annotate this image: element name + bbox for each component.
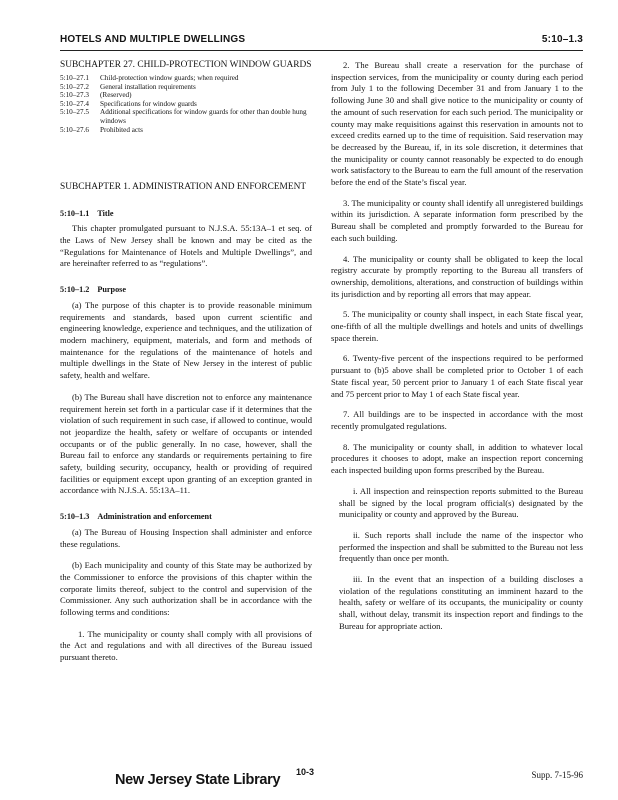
list-item: 4. The municipality or county shall be obligated to keep the local registry accurate by promptly reporting to the Bureau all transfers of ownership, demolitions, alterations, and construction of buildings within its jurisdiction and by reporting all errors that may appear. [331,253,583,299]
toc-text: (Reserved) [100,91,132,100]
section-1-3-a: (a) The Bureau of Housing Inspection shall administer and enforce these regulations. [60,526,312,549]
toc-number: 5:10–27.3 [60,91,89,100]
left-column [60,60,312,664]
list-item: 5. The municipality or county shall inspect, in each State fiscal year, one-fifth of all the multiple dwellings and hotels and units of dwellings space therein. [331,309,583,343]
toc-row [60,91,312,100]
toc-row [60,108,312,125]
toc-text: Additional specifications for window guards for other than double hung windows [100,108,307,125]
library-stamp: New Jersey State Library [115,772,281,788]
supplement-date: Supp. 7-15-96 [531,770,583,780]
right-column [331,60,583,633]
toc-row [60,83,312,92]
toc-text: General installation requirements [100,82,196,91]
subchapter-1-heading: SUBCHAPTER 1. ADMINISTRATION AND ENFORCEMENT [60,182,307,193]
section-number: 5:10–1.3 [60,512,90,522]
list-item: 3. The municipality or county shall identify all unregistered buildings within its jurisdiction. A separate information form prescribed by the Bureau shall be completed and promptly forwarded to the Bureau for each such building. [331,197,583,243]
running-header [60,34,583,50]
toc-number: 5:10–27.1 [60,74,89,82]
toc-number: 5:10–27.6 [60,125,89,134]
toc-row [60,74,312,83]
toc-row [60,100,312,109]
page-footer [0,766,618,790]
toc-row [60,126,312,135]
section-1-2-heading [60,284,312,296]
list-item: 7. All buildings are to be inspected in accordance with the most recently promulgated regulations. [331,409,583,431]
header-rule [60,50,583,51]
list-item: 6. Twenty-five percent of the inspections required to be performed pursuant to (b)5 above shall be completed prior to October 1 of each State fiscal year, 50 percent prior to January 1 of each State fiscal year and 75 percent prior to May 1 of each State fiscal year. [331,353,583,399]
toc-text: Prohibited acts [100,125,143,134]
section-1-3-b: (b) Each municipality and county of this State may be authorized by the Commissioner to enforce the provisions of this chapter within the corporate limits thereof, subject to the control and supervision of the Commissioner. Any such authorization shall be in accordance with the following terms and conditions: [60,560,312,618]
toc-text: Child-protection window guards; when required [100,74,239,82]
section-name: Title [97,208,114,218]
roman-list-item: iii. In the event that an inspection of a building discloses a violation of the regulations constituting an imminent hazard to the health, safety or welfare of its occupants, the municipality or county shall, without delay, transmit its inspection report and findings to the Bureau for appropriate action. [339,574,583,631]
page-number: 10-3 [296,767,315,777]
header-section: 5:10–1.3 [541,34,583,45]
section-name: Purpose [97,285,126,295]
toc-text: Specifications for window guards [100,99,197,108]
subchapter-27-toc [60,74,312,134]
section-1-1-text: This chapter promulgated pursuant to N.J.S.A. 55:13A–1 et seq. of the Laws of New Jersey shall be known and may be cited as the “Regulations for Maintenance of Hotels and Multiple Dwellings”, and are hereinafter referred to as “regulations”. [60,223,312,269]
section-1-3-heading [60,511,312,523]
section-1-2-b: (b) The Bureau shall have discretion not to enforce any maintenance requirement herein set forth in a particular case if it determines that the violation of such requirement in such case, if allowed to continue, would not jeopardize the health, safety or welfare of occupants or intended occupants or of the public generally. In no case, however, shall the Bureau fail to enforce any standards or requirements pertaining to fire safety, building security, occupancy, health or providing of required facilities or equipment except upon granting of an exception granted in accordance with N.J.S.A. 55:13A–11. [60,391,312,496]
toc-number: 5:10–27.2 [60,82,89,91]
section-1-1-heading [60,208,312,220]
section-number: 5:10–1.2 [60,285,90,295]
header-title: HOTELS AND MULTIPLE DWELLINGS [60,34,246,45]
subchapter-27-heading: SUBCHAPTER 27. CHILD-PROTECTION WINDOW GUARDS [60,60,312,70]
list-item: 2. The Bureau shall create a reservation for the purchase of inspection services, from the municipality or county during each period from July 1 to the following December 31 and from January 1 to the following June 30 and shall give notice to the municipality or county of the amount of such reservation for each such period. The municipality or county may make requisitions against this reservation in amounts not to exceed credits earned up to the time of requisition. Said reservation may be decreased by the Bureau, if, in its sole discretion, it determines that the municipality or county cannot reasonably be expected to do enough work satisfactory to the Bureau to earn the full amount of the reservation before the end of the State’s fiscal year. [331,60,583,188]
section-name: Administration and enforcement [97,512,212,522]
roman-list-item: ii. Such reports shall include the name of the inspector who performed the inspection and shall be submitted to the Bureau not less frequently than once per month. [339,529,583,564]
toc-number: 5:10–27.4 [60,99,89,108]
section-number: 5:10–1.1 [60,208,90,218]
toc-number: 5:10–27.5 [60,108,89,117]
roman-list-item: i. All inspection and reinspection reports submitted to the Bureau shall be signed by the local program official(s) designated by the municipality or county and approved by the Bureau. [339,485,583,520]
list-item: 8. The municipality or county shall, in addition to whatever local procedures it chooses to adopt, make an inspection report concerning each inspected building upon forms prescribed by the Bureau. [331,441,583,476]
section-1-3-b-1: 1. The municipality or county shall comply with all provisions of the Act and regulations and with all directives of the Bureau issued pursuant thereto. [60,628,312,663]
section-1-2-a: (a) The purpose of this chapter is to provide reasonable minimum requirements and standards, based upon current scientific and engineering knowledge, experience and techniques, and the utilization of modern machinery, equipment, materials, and form and methods of maintenance for the regulations of the maintenance of hotels and multiple dwellings in the State of New Jersey in the interest of public safety, health and welfare. [60,299,312,381]
